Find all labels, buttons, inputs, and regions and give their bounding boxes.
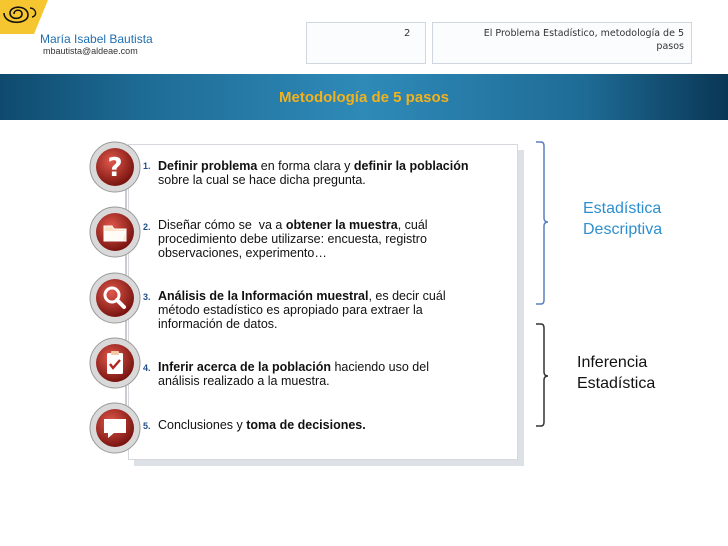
inference-line1: Inferencia xyxy=(577,354,648,371)
speech-bubble-icon xyxy=(88,401,142,455)
inference-bracket xyxy=(532,322,552,430)
step-4-number: 4. xyxy=(143,363,151,373)
step-1-line2: sobre la cual se hace dicha pregunta. xyxy=(158,173,366,187)
step-5-number: 5. xyxy=(143,421,151,431)
step-2-plain: Diseñar cómo se va a xyxy=(158,218,286,232)
step-5-bold: toma de decisiones. xyxy=(246,418,366,432)
step-1-number: 1. xyxy=(143,161,151,171)
author-name: María Isabel Bautista xyxy=(40,32,153,46)
header-title-line2: pasos xyxy=(656,41,684,52)
header-title xyxy=(444,27,684,53)
svg-text:?: ? xyxy=(107,153,123,183)
step-3-end: , es decir cuál xyxy=(368,289,446,303)
step-4-line2: análisis realizado a la muestra. xyxy=(158,374,330,388)
step-1-text xyxy=(158,159,518,187)
author-email: mbautista@aldeae.com xyxy=(43,46,138,56)
step-2-bold: obtener la muestra xyxy=(285,218,398,232)
step-5-plain: Conclusiones y xyxy=(158,418,247,432)
inference-line2: Estadística xyxy=(577,375,656,392)
step-2-line3: observaciones, experimento… xyxy=(158,246,327,260)
page-number: 2 xyxy=(404,28,411,39)
step-4-end: haciendo uso del xyxy=(330,360,429,374)
step-3-text xyxy=(158,289,518,331)
descriptive-line2: Descriptiva xyxy=(583,221,663,238)
step-3-number: 3. xyxy=(143,292,151,302)
step-3-line2: método estadístico es apropiado para extraer la xyxy=(158,303,423,317)
step-4-bold: Inferir acerca de la población xyxy=(158,360,331,374)
header-title-line1: El Problema Estadístico, metodología de 5 xyxy=(483,28,684,39)
clipboard-check-icon xyxy=(88,336,142,390)
descriptive-statistics-label xyxy=(583,198,662,240)
magnifier-icon xyxy=(88,271,142,325)
step-4-text xyxy=(158,360,518,388)
inferential-statistics-label xyxy=(577,352,655,394)
step-5-text xyxy=(158,418,518,432)
descriptive-bracket xyxy=(532,140,552,306)
descriptive-line1: Estadística xyxy=(583,200,662,217)
step-1-bold2: definir la población xyxy=(353,159,469,173)
step-1-bold1: Definir problema xyxy=(158,159,258,173)
step-2-line2: procedimiento debe utilizarse: encuesta, registro xyxy=(158,232,427,246)
step-3-line3: información de datos. xyxy=(158,317,278,331)
step-2-end: , cuál xyxy=(397,218,428,232)
step-1-plain: en forma clara y xyxy=(257,159,354,173)
folder-icon xyxy=(88,205,142,259)
step-3-bold: Análisis de la Información muestral xyxy=(158,289,369,303)
step-2-number: 2. xyxy=(143,222,151,232)
step-2-text xyxy=(158,218,518,260)
question-mark-icon xyxy=(88,140,142,194)
spiral-logo-icon xyxy=(0,0,48,34)
slide-title: Metodología de 5 pasos xyxy=(278,89,450,106)
